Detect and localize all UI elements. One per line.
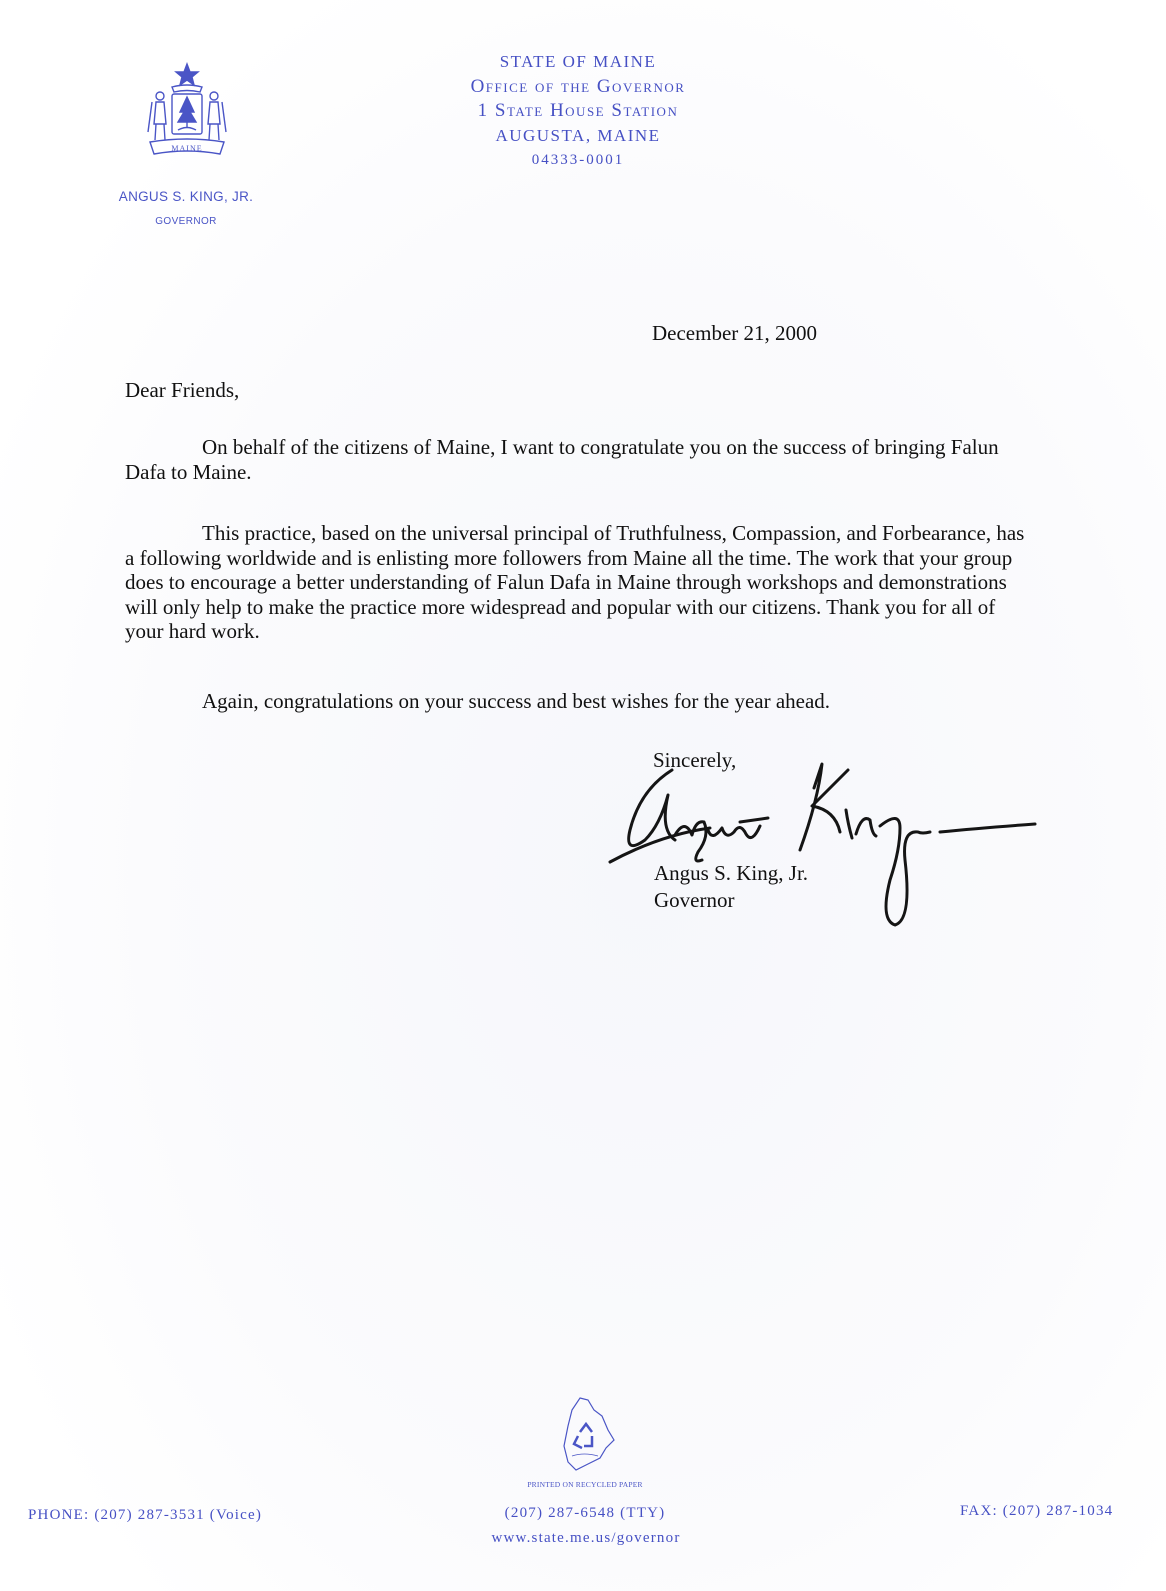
- letter-paragraph-2: [125, 521, 1035, 644]
- signer-name: Angus S. King, Jr.: [654, 861, 809, 885]
- governor-name: ANGUS S. KING, JR.: [118, 189, 254, 204]
- governor-title: GOVERNOR: [155, 216, 217, 227]
- letter-paragraph-2-text: This practice, based on the universal principal of Truthfulness, Compassion, and Forbearance, has a following worldwide and is enlisting more followers from Maine all the time. The work that your group does to encourage a better understanding of Falun Dafa in Maine through workshops and demonstrations will only help to make the practice more widespread and popular with our citizens. Thank you for all of your hard work.: [125, 521, 1025, 643]
- footer-tty: (207) 287-6548 (TTY): [504, 1505, 666, 1521]
- letter-paragraph-1: [125, 435, 1005, 484]
- seal-banner-text: MAINE: [171, 144, 203, 153]
- recycle-maine-map-icon: [550, 1396, 620, 1476]
- letter-date: December 21, 2000: [652, 321, 818, 345]
- footer-fax: FAX: (207) 287-1034: [960, 1503, 1114, 1519]
- letterhead-address: 1 State House Station: [477, 100, 679, 121]
- letter-paragraph-3-text: Again, congratulations on your success and best wishes for the year ahead.: [202, 689, 831, 713]
- letterhead-office: Office of the Governor: [470, 75, 686, 97]
- footer-phone: PHONE: (207) 287-3531 (Voice): [28, 1507, 263, 1523]
- recycled-paper-label: PRINTED ON RECYCLED PAPER: [527, 1480, 643, 1489]
- letter-paragraph-3: [125, 689, 1005, 714]
- footer-website-link[interactable]: www.state.me.us/governor: [491, 1530, 681, 1546]
- letter-salutation: Dear Friends,: [125, 378, 240, 402]
- letterhead-city: AUGUSTA, MAINE: [495, 125, 661, 145]
- handwritten-signature-icon: [600, 740, 1050, 940]
- letterhead: [420, 50, 736, 173]
- letter-paragraph-1-text: On behalf of the citizens of Maine, I want to congratulate you on the success of bringing Falun Dafa to Maine.: [125, 435, 999, 484]
- maine-state-seal-icon: [142, 62, 232, 166]
- letterhead-zip: 04333-0001: [531, 152, 625, 168]
- letterhead-state: STATE OF MAINE: [499, 52, 657, 71]
- letter-closing: Sincerely,: [653, 748, 737, 772]
- signer-title: Governor: [654, 888, 735, 912]
